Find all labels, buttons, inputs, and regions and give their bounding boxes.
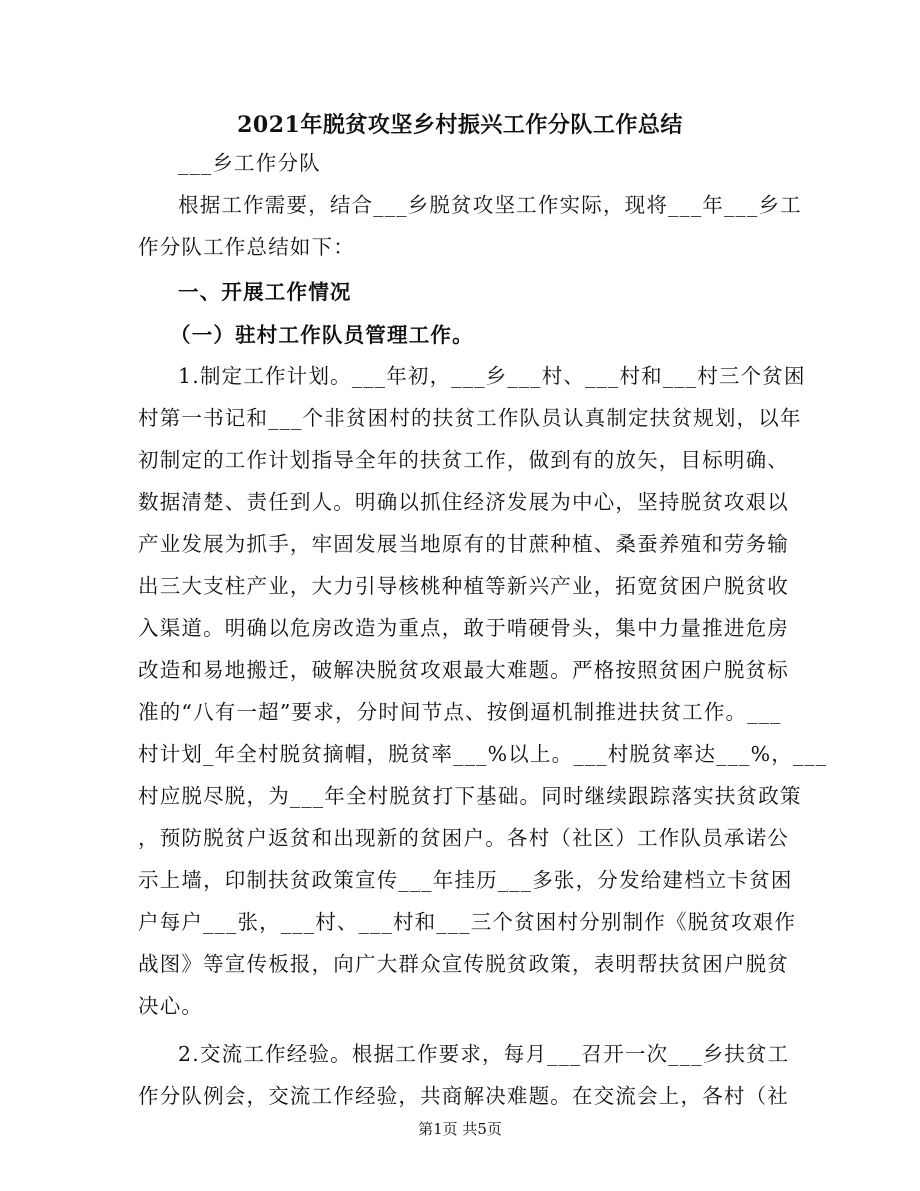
paragraph-line: 示上墙，印制扶贫政策宣传___年挂历___多张，分发给建档立卡贫困 bbox=[138, 868, 793, 892]
paragraph-line: 户每户___张，___村、___村和___三个贫困村分别制作《脱贫攻艰作 bbox=[138, 910, 797, 934]
org-line: ___乡工作分队 bbox=[178, 151, 321, 175]
intro-line: 根据工作需要，结合___乡脱贫攻坚工作实际，现将___年___乡工 bbox=[178, 193, 802, 217]
paragraph-line: 村应脱尽脱，为___年全村脱贫打下基础。同时继续跟踪落实扶贫政策 bbox=[138, 784, 802, 808]
paragraph-line: 1.制定工作计划。___年初，___乡___村、___村和___村三个贫困 bbox=[178, 364, 806, 388]
page-footer: 第1页 共5页 bbox=[418, 1120, 502, 1138]
paragraph-line: 战图》等宣传板报，向广大群众宣传脱贫政策，表明帮扶贫困户脱贫 bbox=[138, 952, 789, 976]
paragraph-line: 决心。 bbox=[138, 994, 204, 1018]
paragraph-line: 村第一书记和___个非贫困村的扶贫工作队员认真制定扶贫规划，以年 bbox=[138, 406, 802, 430]
paragraph-line: 出三大支柱产业，大力引导核桃种植等新兴产业，拓宽贫困户脱贫收 bbox=[138, 574, 789, 598]
subsection-heading: （一）驻村工作队员管理工作。 bbox=[170, 323, 474, 347]
paragraph-line: 入渠道。明确以危房改造为重点，敢于啃硬骨头，集中力量推进危房 bbox=[138, 616, 789, 640]
paragraph-line: 数据清楚、责任到人。明确以抓住经济发展为中心，坚持脱贫攻艰以 bbox=[138, 490, 789, 514]
paragraph-line: 产业发展为抓手，牢固发展当地原有的甘蔗种植、桑蚕养殖和劳务输 bbox=[138, 532, 789, 556]
document-title: 2021年脱贫攻坚乡村振兴工作分队工作总结 bbox=[237, 112, 683, 138]
paragraph-line: 改造和易地搬迁，破解决脱贫攻艰最大难题。严格按照贫困户脱贫标 bbox=[138, 658, 789, 682]
section-heading: 一、开展工作情况 bbox=[178, 280, 352, 304]
paragraph-line: 准的“八有一超”要求，分时间节点、按倒逼机制推进扶贫工作。___ bbox=[138, 700, 782, 724]
paragraph-line: ，预防脱贫户返贫和出现新的贫困户。各村（社区）工作队员承诺公 bbox=[138, 826, 789, 850]
paragraph-line: 2.交流工作经验。根据工作要求，每月___召开一次___乡扶贫工 bbox=[178, 1042, 790, 1066]
paragraph-line: 初制定的工作计划指导全年的扶贫工作，做到有的放矢，目标明确、 bbox=[138, 448, 789, 472]
paragraph-line: 村计划_年全村脱贫摘帽，脱贫率___%以上。___村脱贫率达___%，___ bbox=[138, 742, 828, 766]
intro-line: 作分队工作总结如下： bbox=[138, 235, 355, 259]
paragraph-line: 作分队例会，交流工作经验，共商解决难题。在交流会上，各村（社 bbox=[138, 1084, 789, 1108]
